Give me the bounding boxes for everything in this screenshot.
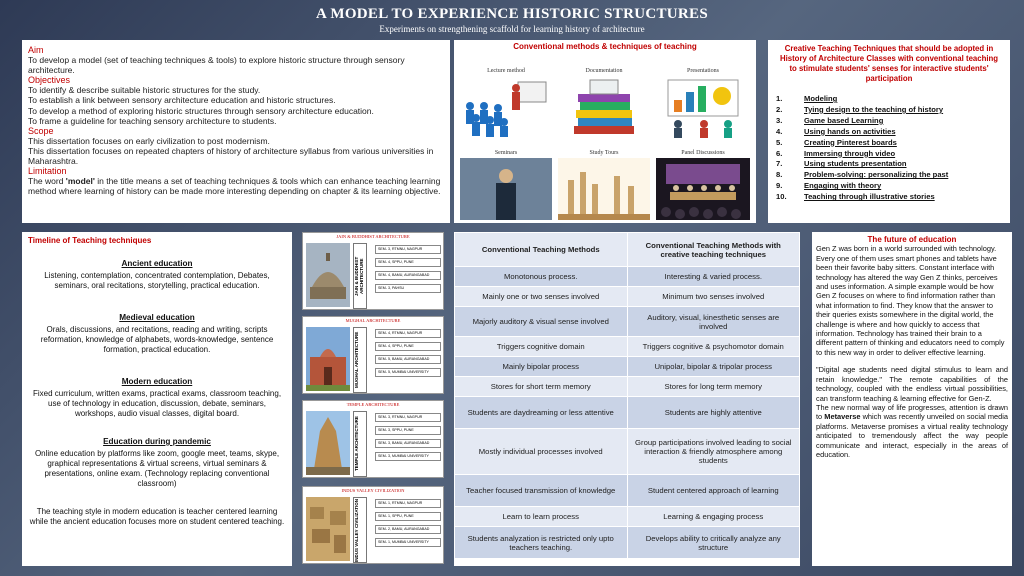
item-text: Using students presentation [804, 159, 907, 169]
list-item [776, 170, 1002, 181]
item-number: 6. [776, 148, 783, 158]
future-of-education-panel [812, 232, 1012, 566]
table-cell: Triggers cognitive & psychomotor domain [627, 337, 800, 357]
stupa-image [306, 243, 350, 307]
item-text: Tying design to the teaching of history [804, 104, 944, 114]
section-heading: Education during pandemic [103, 437, 211, 446]
table-cell: Stores for long term memory [627, 377, 800, 397]
item-number: 2. [776, 104, 783, 114]
card-caption: JAIN & BUDDHIST ARCHITECTURE [336, 234, 410, 239]
card-caption: TEMPLE ARCHITECTURE [346, 402, 400, 407]
temple-image [306, 411, 350, 475]
table-cell: Auditory, visual, kinesthetic senses are involved [627, 307, 800, 337]
item-number: 7. [776, 159, 783, 169]
panel-discussions-image [654, 150, 752, 222]
table-row [455, 267, 800, 287]
card-item: SEM- 5, BAMU, AURANGABAD [375, 355, 441, 364]
objective-item: To frame a guideline for teaching sensory architecture to students. [28, 115, 277, 126]
card-item: SEM- 3, SPPU, PUNE [375, 426, 441, 435]
mughal-image [306, 327, 350, 391]
item-text: Creating Pinterest boards [804, 137, 897, 147]
timeline-section [28, 259, 286, 291]
item-text: Modeling [804, 94, 838, 103]
limitation-text [28, 176, 444, 196]
item-number: 5. [776, 137, 783, 147]
creative-techniques-title: Creative Teaching Techniques that should be adopted in History of Architecture Classes with conventional teaching to stimulate students' senses for interactive students' participation [779, 44, 999, 83]
card-item: SEM- 3, MUMBAI UNIVERSITY [375, 452, 441, 461]
section-heading: Modern education [121, 377, 193, 386]
presentations-image [654, 68, 752, 140]
intro-panel [22, 40, 450, 223]
card-item: SEM- 3, BAMU, AURANGABAD [375, 439, 441, 448]
future-paragraph: Gen Z was born in a world surrounded with technology. Every one of them uses smart phones and tablets have been their favorite baby sitters. Constant interface with technology has altered the way Gen Z thinks, perceives and uses information. A simple example would be how Gen Z focuses on where to find information rather than what information to find. They know that the answer to their queries exists somewhere in the digital world, the challenge is where and how quickly to access that information. Technology has trained their brain to a different pattern of thinking and educators need to comply to this new way in order to deliver effective learning. [816, 244, 1005, 357]
table-cell: Stores for short term memory [455, 377, 628, 397]
section-text: Orals, discussions, and recitations, reading and writing, scripts reformation, knowledge of alphabets, words-knowledge, sentence formation, practical education. [40, 325, 274, 354]
table-cell: Interesting & varied process. [627, 267, 800, 287]
item-number: 8. [776, 170, 783, 180]
image-label: Study Tours [589, 150, 619, 156]
future-title: The future of education [867, 235, 957, 244]
item-number: 4. [776, 126, 783, 136]
table-row [455, 429, 800, 475]
table-cell: Minimum two senses involved [627, 287, 800, 307]
card-side-label: INDUS VALLEY CIVILIZATION [353, 497, 367, 563]
column-header: Conventional Teaching Methods with creative teaching techniques [627, 233, 800, 267]
objective-item: To develop a method of exploring historic structures through sensory architecture education. [28, 105, 374, 116]
scope-item: This dissertation focuses on repeated chapters of history of architecture syllabus from various universities in Maharashtra. [28, 145, 434, 167]
study-tours-image [556, 150, 652, 222]
architecture-cards [300, 232, 446, 566]
table-row [455, 377, 800, 397]
limitation-keyword: 'model' [65, 176, 95, 187]
section-heading: Medieval education [119, 313, 195, 322]
card-item: SEM- 4, SPPU, PUNE [375, 258, 441, 267]
conventional-methods-title: Conventional methods & techniques of teaching [513, 42, 697, 51]
table-cell: Mainly bipolar process [455, 357, 628, 377]
table-cell: Mostly individual processes involved [455, 429, 628, 475]
scope-heading: Scope [28, 125, 54, 136]
table-row [455, 357, 800, 377]
panel-discussions-illustration [656, 158, 750, 220]
timeline-footer: The teaching style in modern education is teacher centered learning while the ancient education focuses more on student centered teaching. [29, 507, 285, 526]
card-item: SEM- 5, MUMBAI UNIVERSITY [375, 368, 441, 377]
table-row [455, 397, 800, 429]
list-item [776, 127, 1002, 138]
card-item: SEM- 3, PAHSU [375, 284, 441, 293]
seminars-image [458, 150, 554, 222]
poster-header [0, 0, 1024, 36]
image-label: Documentation [585, 68, 623, 74]
section-text: Online education by platforms like zoom, google meet, teams, skype, graphical representations & virtual screens, virtual seminars & presentations, online exam. (Technology replacing conventional classroom) [34, 449, 280, 488]
card-caption: INDUS VALLEY CIVILIZATION [341, 488, 405, 493]
timeline-section [28, 437, 286, 489]
indus-valley-image [306, 497, 350, 561]
lecture-illustration [460, 76, 552, 138]
metaverse-part: The new normal way of life progresses, attention is drawn to [816, 402, 1008, 422]
item-text: Engaging with theory [804, 181, 882, 191]
card-item: SEM- 4, SPPU, PUNE [375, 342, 441, 351]
comparison-table [454, 232, 800, 559]
aim-heading: Aim [28, 45, 44, 55]
table-cell: Learning & engaging process [627, 507, 800, 527]
card-item: SEM- 2, BAMU, AURANGABAD [375, 525, 441, 534]
card-caption: MUGHAL ARCHITECTURE [345, 318, 401, 323]
card-item: SEM- 1, MUMBAI UNIVERSITY [375, 538, 441, 547]
card-item: SEM- 4, BAMU, AURANGABAD [375, 271, 441, 280]
limitation-part: in the title means a set of teaching techniques & tools which can enhance teaching learning method where learning of history can be made more interesting depending on chapter & its learning objective. [28, 176, 441, 197]
image-label: Lecture method [487, 68, 525, 74]
table-cell: Triggers cognitive domain [455, 337, 628, 357]
item-number: 9. [776, 181, 783, 191]
presentations-illustration [658, 76, 748, 138]
creative-techniques-panel [768, 40, 1010, 223]
table-cell: Learn to learn process [455, 507, 628, 527]
timeline-section [28, 313, 286, 355]
column-header: Conventional Teaching Methods [455, 233, 628, 267]
timeline-panel [22, 232, 292, 566]
item-number: 3. [776, 115, 783, 125]
metaverse-part: which was recently unveiled on social media platforms. Metaverse promises a virtual reality technology anticipated to tremendously affect the way people communicate and interact, especially in the areas of education. [816, 412, 1008, 459]
future-metaverse [816, 403, 1008, 459]
table-row [455, 507, 800, 527]
future-quote: "Digital age students need digital stimulus to learn and retain knowledge." The remote capabilities of the technology, coupled with the endless virtual possibilities, can transform teaching & learning effective for Gen-Z. [816, 365, 1008, 403]
image-label: Panel Discussions [681, 150, 725, 156]
creative-techniques-list [776, 94, 1002, 203]
lecture-method-image [458, 68, 554, 140]
item-text: Using hands on activities [804, 126, 896, 136]
section-text: Listening, contemplation, concentrated contemplation, Debates, seminars, oral recitations, storytelling, practical education. [44, 271, 270, 290]
item-text: Teaching through illustrative stories [804, 192, 935, 202]
table-cell: Teacher focused transmission of knowledge [455, 475, 628, 507]
limitation-part: The word [28, 176, 66, 187]
image-label: Presentations [687, 68, 719, 74]
table-row [455, 337, 800, 357]
card-side-label: MUGHAL ARCHITECTURE [353, 327, 367, 393]
metaverse-keyword: Metaverse [824, 412, 861, 422]
objective-item: To establish a link between sensory architecture education and historic structures. [28, 95, 336, 106]
architecture-card [302, 316, 444, 394]
scope-item: This dissertation focuses on early civilization to post modernism. [28, 135, 270, 146]
card-item: SEM- 4, RTMNU, NAGPUR [375, 329, 441, 338]
conventional-methods-panel [454, 40, 756, 223]
objective-item: To identify & describe suitable historic structures for the study. [28, 85, 261, 96]
architecture-card [302, 232, 444, 310]
poster-subtitle: Experiments on strengthening scaffold for learning history of architecture [379, 24, 645, 34]
list-item [776, 105, 1002, 116]
timeline-title: Timeline of Teaching techniques [28, 236, 152, 245]
architecture-card [302, 486, 444, 564]
item-text: Problem-solving: personalizing the past [804, 170, 949, 180]
table-cell: Mainly one or two senses involved [455, 287, 628, 307]
card-item: SEM- 3, RTMNU, NAGPUR [375, 413, 441, 422]
table-cell: Develops ability to critically analyze any structure [627, 527, 800, 559]
item-text: Immersing through video [804, 148, 896, 158]
list-item [776, 159, 1002, 170]
table-cell: Students are highly attentive [627, 397, 800, 429]
table-cell: Student centered approach of learning [627, 475, 800, 507]
list-item [776, 149, 1002, 160]
limitation-heading: Limitation [28, 166, 67, 177]
item-number: 1. [776, 94, 783, 103]
item-text: Game based Learning [804, 115, 884, 125]
comparison-table-panel [454, 232, 800, 566]
list-item [776, 116, 1002, 127]
table-cell: Students are daydreaming or less attentive [455, 397, 628, 429]
aim-text: To develop a model (set of teaching techniques & tools) to explore historic structure through sensory architecture. [28, 55, 405, 76]
table-cell: Majorly auditory & visual sense involved [455, 307, 628, 337]
image-label: Seminars [494, 150, 518, 156]
card-item: SEM- 1, SPPU, PUNE [375, 512, 441, 521]
card-item: SEM- 1, RTMNU, NAGPUR [375, 499, 441, 508]
table-cell: Unipolar, bipolar & tripolar process [627, 357, 800, 377]
documentation-illustration [564, 76, 644, 138]
item-number: 10. [776, 192, 787, 202]
timeline-section [28, 377, 286, 419]
table-cell: Students analyzation is restricted only upto teachers teaching. [455, 527, 628, 559]
architecture-card [302, 400, 444, 478]
study-tours-illustration [558, 158, 650, 220]
list-item [776, 181, 1002, 192]
seminars-illustration [460, 158, 552, 220]
list-item [776, 192, 1002, 203]
table-row [455, 527, 800, 559]
card-item: SEM- 3, RTMNU, NAGPUR [375, 245, 441, 254]
table-row [455, 475, 800, 507]
card-side-label: JAIN & BUDDHIST ARCHITECTURE [353, 243, 367, 309]
table-row [455, 307, 800, 337]
list-item [776, 94, 1002, 105]
objectives-heading: Objectives [28, 75, 71, 86]
table-cell: Group participations involved leading to social interaction & friendly atmosphere among students [627, 429, 800, 475]
table-row [455, 287, 800, 307]
poster-title: A MODEL TO EXPERIENCE HISTORIC STRUCTURES [316, 6, 708, 22]
documentation-image [556, 68, 652, 140]
table-cell: Monotonous process. [455, 267, 628, 287]
list-item [776, 138, 1002, 149]
section-text: Fixed curriculum, written exams, practical exams, classroom teaching, use of technology in education, discussion, debate, seminars, workshops, audio visual classes, digital board. [32, 389, 282, 418]
card-side-label: TEMPLE ARCHITECTURE [353, 411, 367, 477]
section-heading: Ancient education [121, 259, 193, 268]
